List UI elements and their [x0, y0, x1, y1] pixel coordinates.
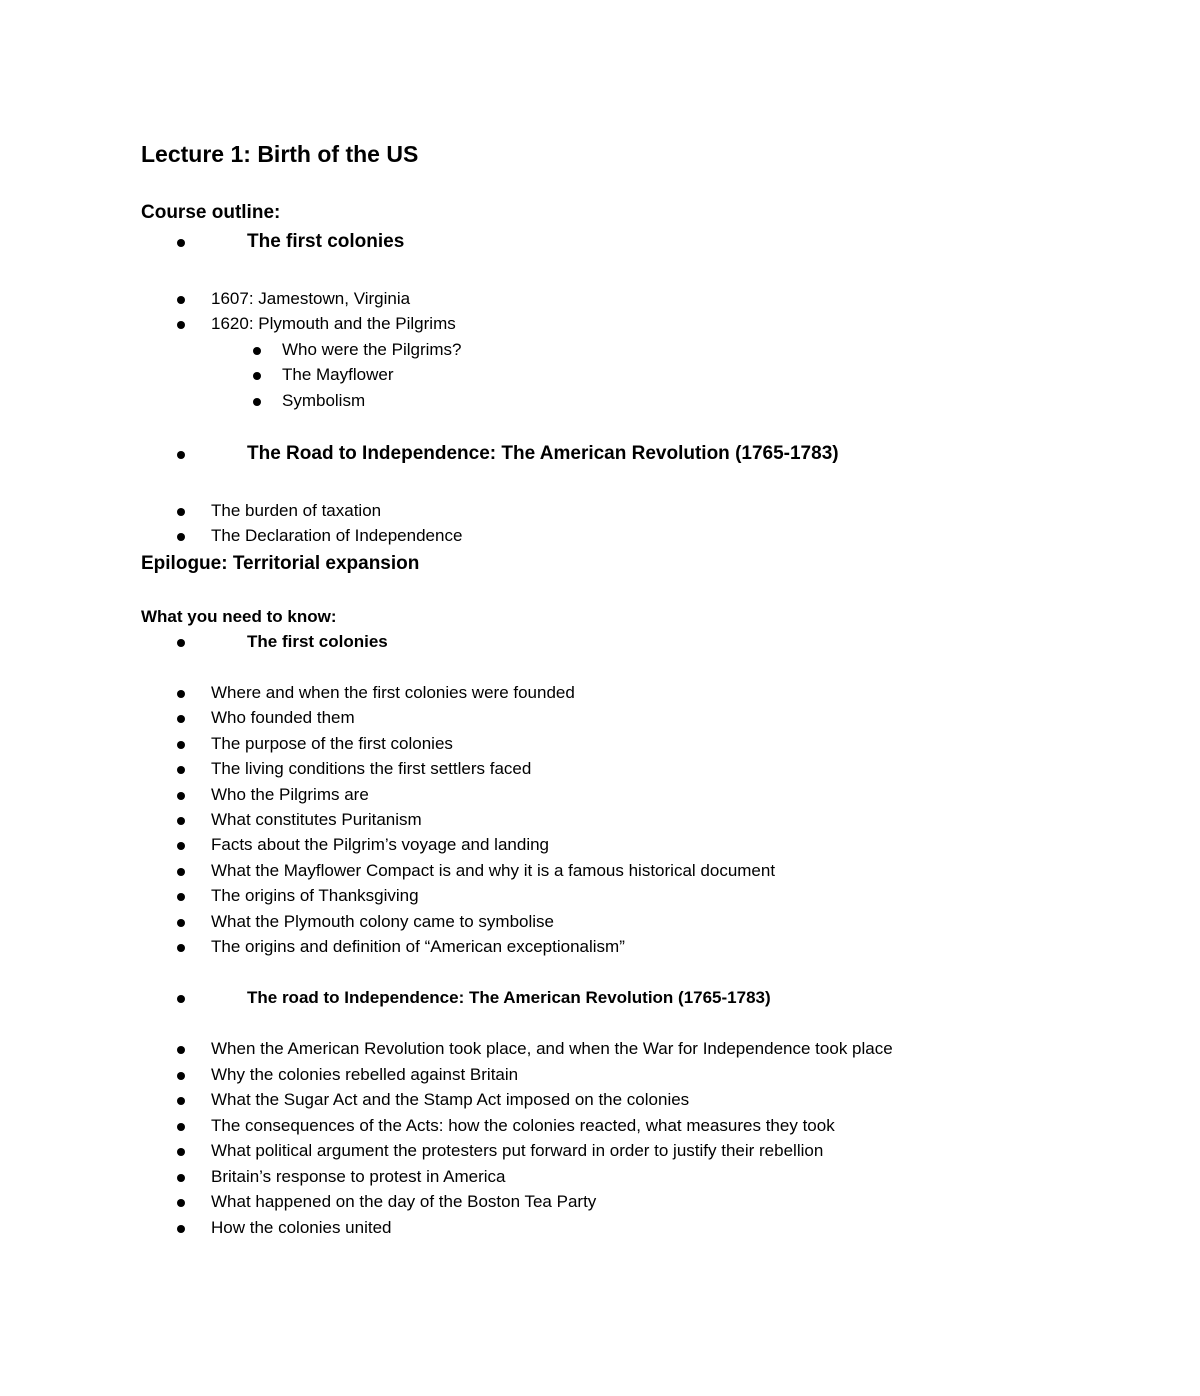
list-item: The purpose of the first colonies [211, 734, 453, 753]
list-subitem: Who were the Pilgrims? [282, 340, 462, 359]
list-item: Why the colonies rebelled against Britain [211, 1065, 519, 1084]
bullet-icon [177, 1199, 185, 1207]
list-item: Facts about the Pilgrim’s voyage and landing [211, 835, 549, 854]
bullet-icon [177, 296, 185, 304]
bullet-icon [177, 1046, 185, 1054]
need-section-title: The first colonies [247, 632, 388, 651]
list-item: When the American Revolution took place, and when the War for Independence took place [211, 1039, 893, 1058]
bullet-icon [177, 690, 185, 698]
bullet-icon [177, 792, 185, 800]
list-item: The consequences of the Acts: how the colonies reacted, what measures they took [211, 1116, 835, 1135]
bullet-icon [177, 893, 185, 901]
bullet-icon [253, 372, 261, 380]
outline-section-title: The Road to Independence: The American Revolution (1765-1783) [247, 443, 839, 464]
list-item: The living conditions the first settlers faced [211, 759, 532, 778]
list-item: The Declaration of Independence [211, 526, 463, 545]
list-item: Who founded them [211, 708, 355, 727]
bullet-icon [177, 1072, 185, 1080]
list-item: 1607: Jamestown, Virginia [211, 289, 411, 308]
bullet-icon [177, 715, 185, 723]
bullet-icon [177, 1174, 185, 1182]
list-item: What constitutes Puritanism [211, 810, 422, 829]
need-to-know-heading: What you need to know: [141, 607, 337, 626]
epilogue-heading: Epilogue: Territorial expansion [141, 553, 420, 574]
list-item: The burden of taxation [211, 501, 382, 520]
bullet-icon [177, 817, 185, 825]
bullet-icon [177, 239, 185, 247]
bullet-icon [177, 321, 185, 329]
bullet-icon [177, 508, 185, 516]
list-subitem: The Mayflower [282, 365, 394, 384]
list-item: What the Mayflower Compact is and why it is a famous historical document [211, 861, 776, 880]
bullet-icon [177, 766, 185, 774]
bullet-icon [253, 347, 261, 355]
page-title: Lecture 1: Birth of the US [141, 141, 419, 167]
bullet-icon [177, 1123, 185, 1131]
course-outline-heading: Course outline: [141, 202, 281, 223]
bullet-icon [177, 995, 185, 1003]
need-section-title: The road to Independence: The American Revolution (1765-1783) [247, 988, 771, 1007]
list-item: Where and when the first colonies were founded [211, 683, 575, 702]
bullet-icon [177, 451, 185, 459]
list-item: What the Sugar Act and the Stamp Act imposed on the colonies [211, 1090, 690, 1109]
bullet-icon [177, 533, 185, 541]
bullet-icon [253, 398, 261, 406]
bullet-icon [177, 741, 185, 749]
list-item: The origins and definition of “American exceptionalism” [211, 937, 625, 956]
outline-section-title: The first colonies [247, 231, 405, 252]
list-item: Who the Pilgrims are [211, 785, 369, 804]
bullet-icon [177, 944, 185, 952]
bullet-icon [177, 1225, 185, 1233]
list-item: The origins of Thanksgiving [211, 886, 419, 905]
list-item: Britain’s response to protest in America [211, 1167, 506, 1186]
bullet-icon [177, 639, 185, 647]
bullet-icon [177, 868, 185, 876]
list-item: What political argument the protesters put forward in order to justify their rebellion [211, 1141, 824, 1160]
list-subitem: Symbolism [282, 391, 366, 410]
list-item: How the colonies united [211, 1218, 392, 1237]
bullet-icon [177, 1148, 185, 1156]
bullet-icon [177, 842, 185, 850]
bullet-icon [177, 1097, 185, 1105]
bullet-icon [177, 919, 185, 927]
list-item: 1620: Plymouth and the Pilgrims [211, 314, 456, 333]
list-item: What the Plymouth colony came to symbolise [211, 912, 554, 931]
list-item: What happened on the day of the Boston Tea Party [211, 1192, 597, 1211]
